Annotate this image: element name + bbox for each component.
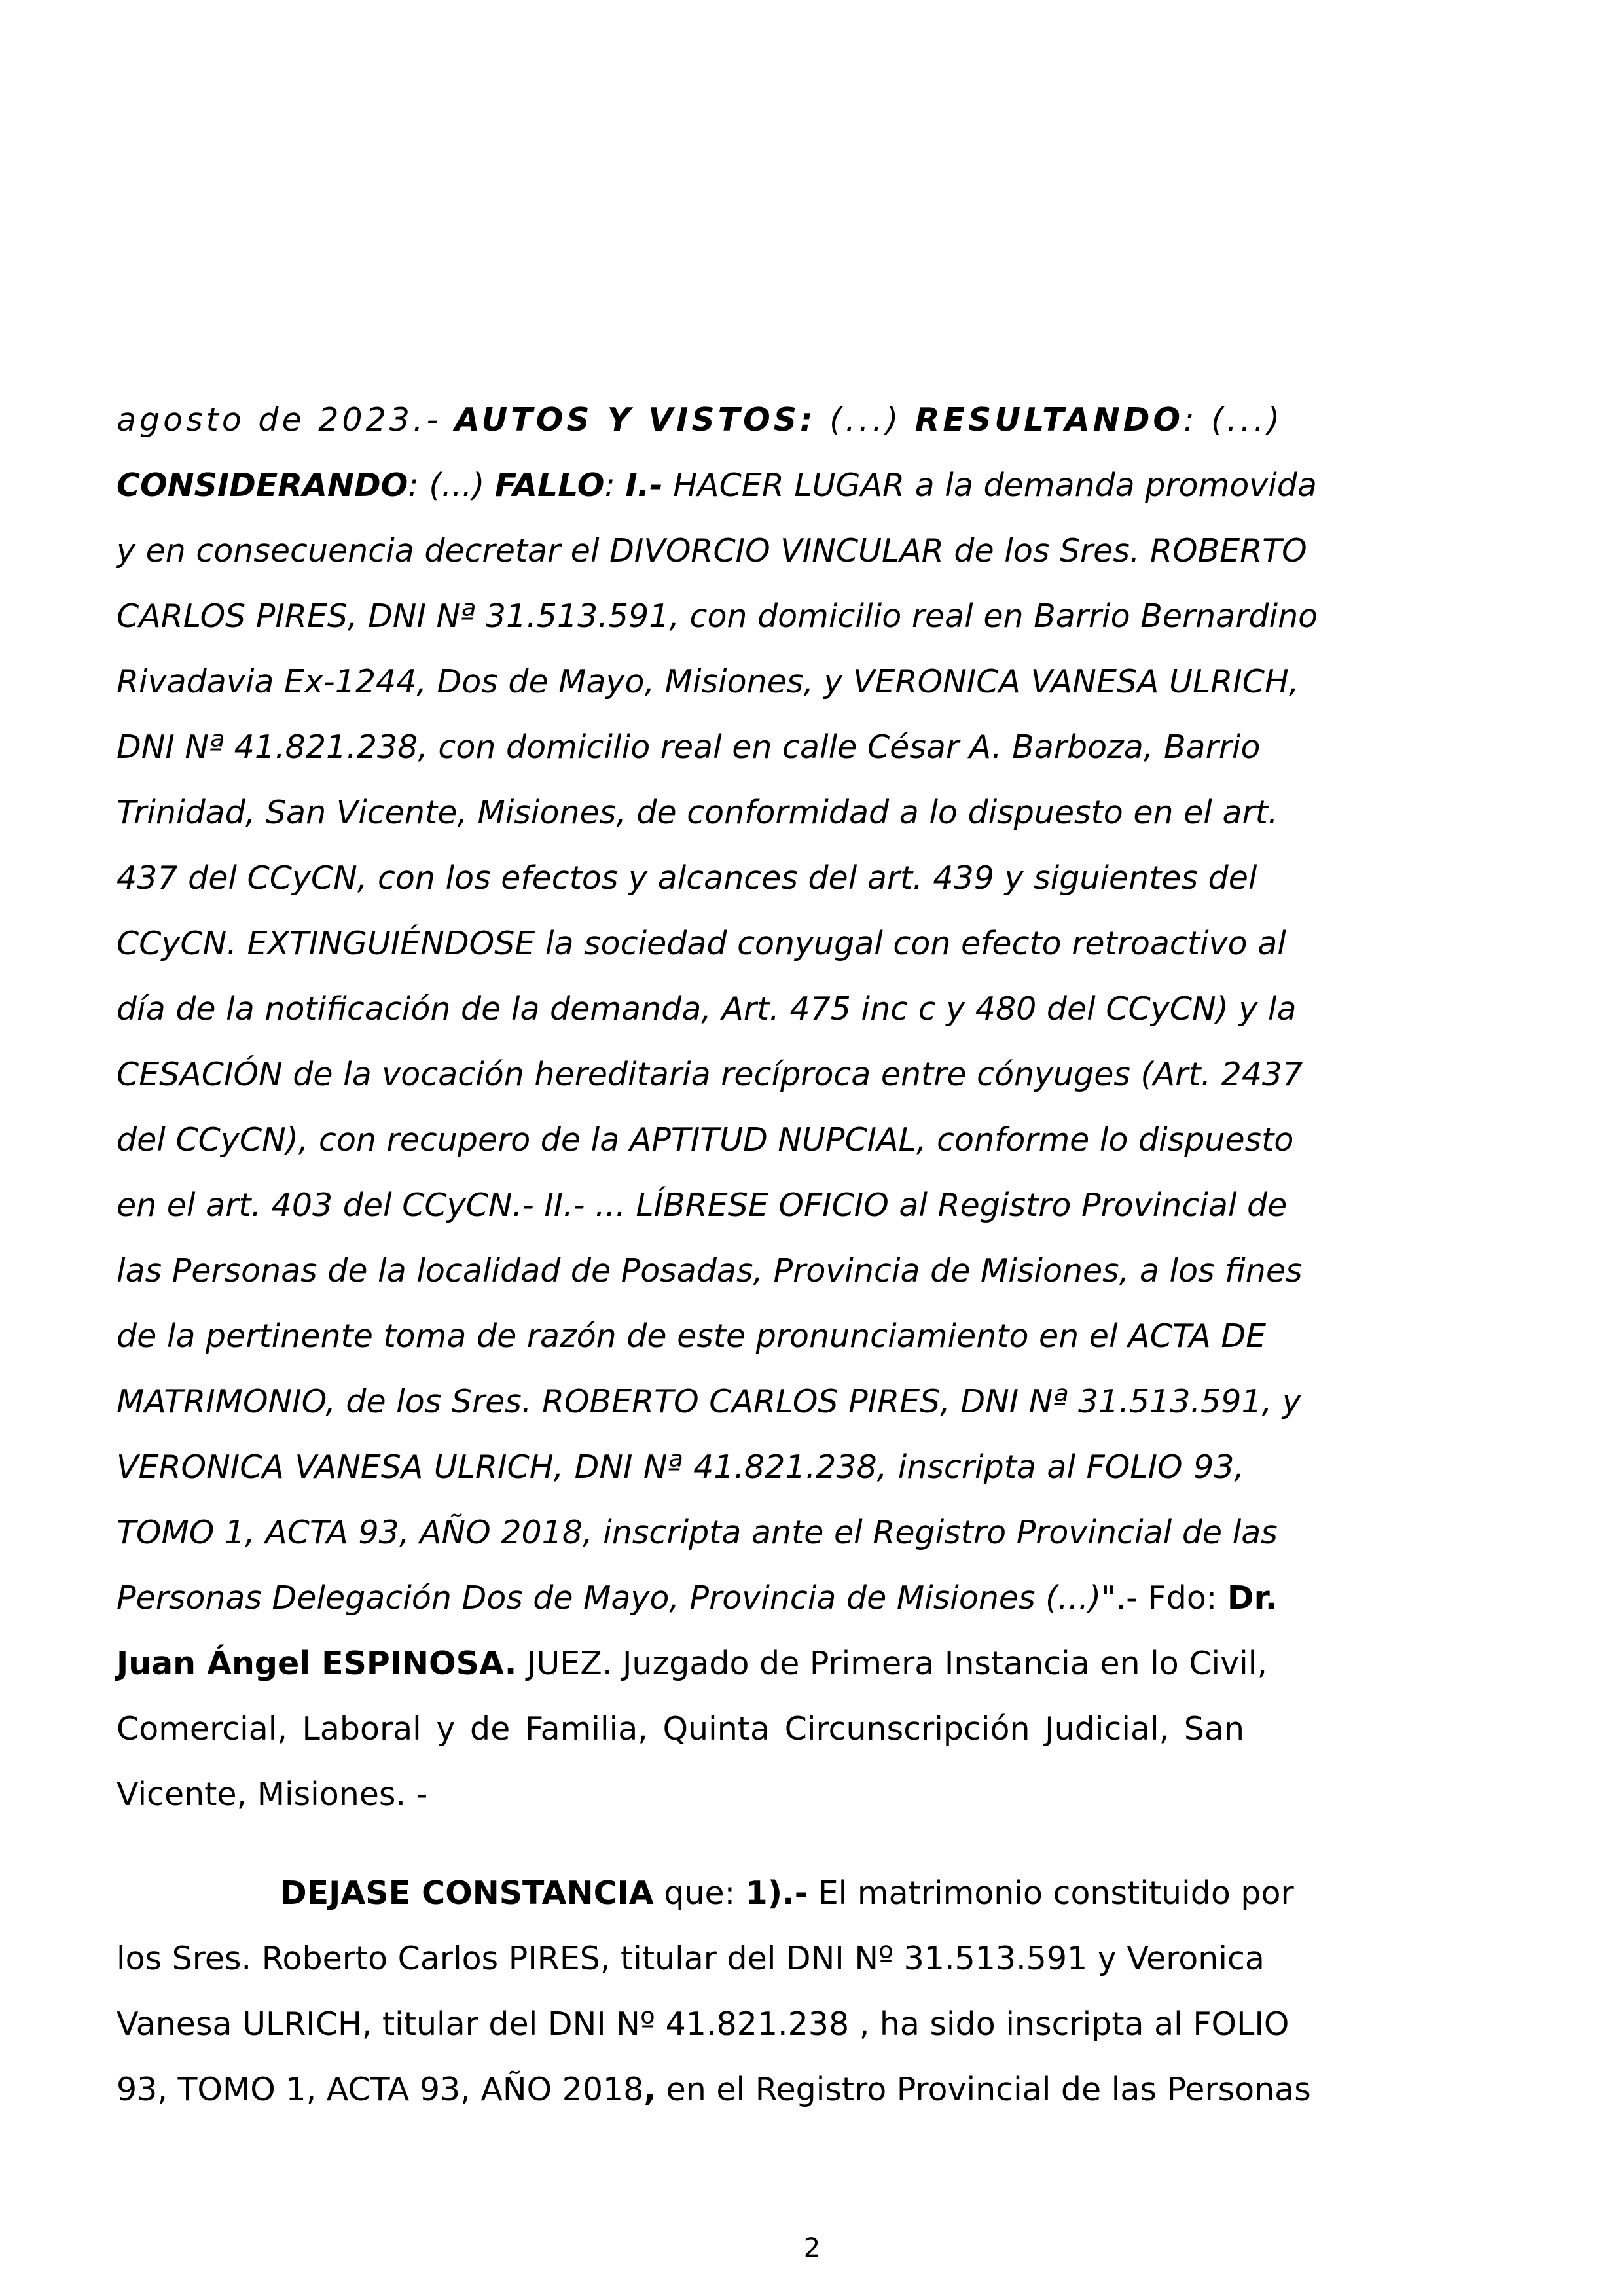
dejase-constancia-heading: DEJASE CONSTANCIA <box>280 1874 654 1912</box>
sentence-line-14: las Personas de la localidad de Posadas, Provincia de Misiones, a los fines <box>117 1252 1303 1289</box>
sentence-line-8: 437 del CCyCN, con los efectos y alcances del art. 439 y siguientes del <box>117 859 1257 897</box>
fallo-heading: FALLO <box>494 467 605 504</box>
considerando-heading: CONSIDERANDO <box>117 467 408 504</box>
sentence-line-19: Personas Delegación Dos de Mayo, Provincia de Misiones (...)".- Fdo: Dr. <box>117 1579 1278 1617</box>
sentence-line-20: Juan Ángel ESPINOSA. JUEZ. Juzgado de Primera Instancia en lo Civil, <box>117 1645 1267 1682</box>
sentence-line-3: y en consecuencia decretar el DIVORCIO VINCULAR de los Sres. ROBERTO <box>117 532 1307 569</box>
sentence-line-2: CONSIDERANDO: (...) FALLO: I.- HACER LUGAR a la demanda promovida <box>117 467 1317 504</box>
sentence-line-1: agosto de 2023.- AUTOS Y VISTOS: (...) RESULTANDO: (...) <box>117 401 1284 439</box>
sentence-line-5: Rivadavia Ex-1244, Dos de Mayo, Misiones, y VERONICA VANESA ULRICH, <box>117 663 1299 700</box>
sentence-line-12: del CCyCN), con recupero de la APTITUD NUPCIAL, conforme lo dispuesto <box>117 1121 1294 1158</box>
judge-name: Juan Ángel ESPINOSA. <box>117 1645 517 1682</box>
sentence-line-10: día de la notificación de la demanda, Art. 475 inc c y 480 del CCyCN) y la <box>117 990 1297 1028</box>
constancia-line-2: los Sres. Roberto Carlos PIRES, titular del DNI Nº 31.513.591 y Veronica <box>117 1940 1265 1977</box>
sentence-line-18: TOMO 1, ACTA 93, AÑO 2018, inscripta ante el Registro Provincial de las <box>117 1514 1278 1551</box>
sentence-line-13: en el art. 403 del CCyCN.- II.- ... LÍBRESE OFICIO al Registro Provincial de <box>117 1187 1288 1224</box>
sentence-line-15: de la pertinente toma de razón de este pronunciamiento en el ACTA DE <box>117 1318 1267 1355</box>
sentence-line-9: CCyCN. EXTINGUIÉNDOSE la sociedad conyugal con efecto retroactivo al <box>117 925 1286 962</box>
sentence-line-7: Trinidad, San Vicente, Misiones, de conformidad a lo dispuesto en el art. <box>117 794 1278 831</box>
sentence-line-22: Vicente, Misiones. - <box>117 1776 428 1813</box>
constancia-line-1: DEJASE CONSTANCIA que: 1).- El matrimonio constituido por <box>280 1874 1294 1912</box>
sentence-line-4: CARLOS PIRES, DNI Nª 31.513.591, con domicilio real en Barrio Bernardino <box>117 598 1318 635</box>
sentence-line-6: DNI Nª 41.821.238, con domicilio real en calle César A. Barboza, Barrio <box>117 728 1261 766</box>
sentence-line-21: Comercial, Laboral y de Familia, Quinta Circunscripción Judicial, San <box>117 1710 1244 1748</box>
constancia-line-3: Vanesa ULRICH, titular del DNI Nº 41.821.238 , ha sido inscripta al FOLIO <box>117 2005 1290 2043</box>
resultando-heading: RESULTANDO <box>914 401 1184 439</box>
constancia-line-4: 93, TOMO 1, ACTA 93, AÑO 2018, en el Registro Provincial de las Personas <box>117 2071 1311 2108</box>
page-number: 2 <box>803 2233 821 2263</box>
sentence-line-17: VERONICA VANESA ULRICH, DNI Nª 41.821.238, inscripta al FOLIO 93, <box>117 1448 1244 1486</box>
sentence-line-11: CESACIÓN de la vocación hereditaria recíproca entre cónyuges (Art. 2437 <box>117 1056 1303 1093</box>
autos-y-vistos-heading: AUTOS Y VISTOS: <box>454 401 816 439</box>
sentence-line-16: MATRIMONIO, de los Sres. ROBERTO CARLOS PIRES, DNI Nª 31.513.591, y <box>117 1383 1301 1420</box>
